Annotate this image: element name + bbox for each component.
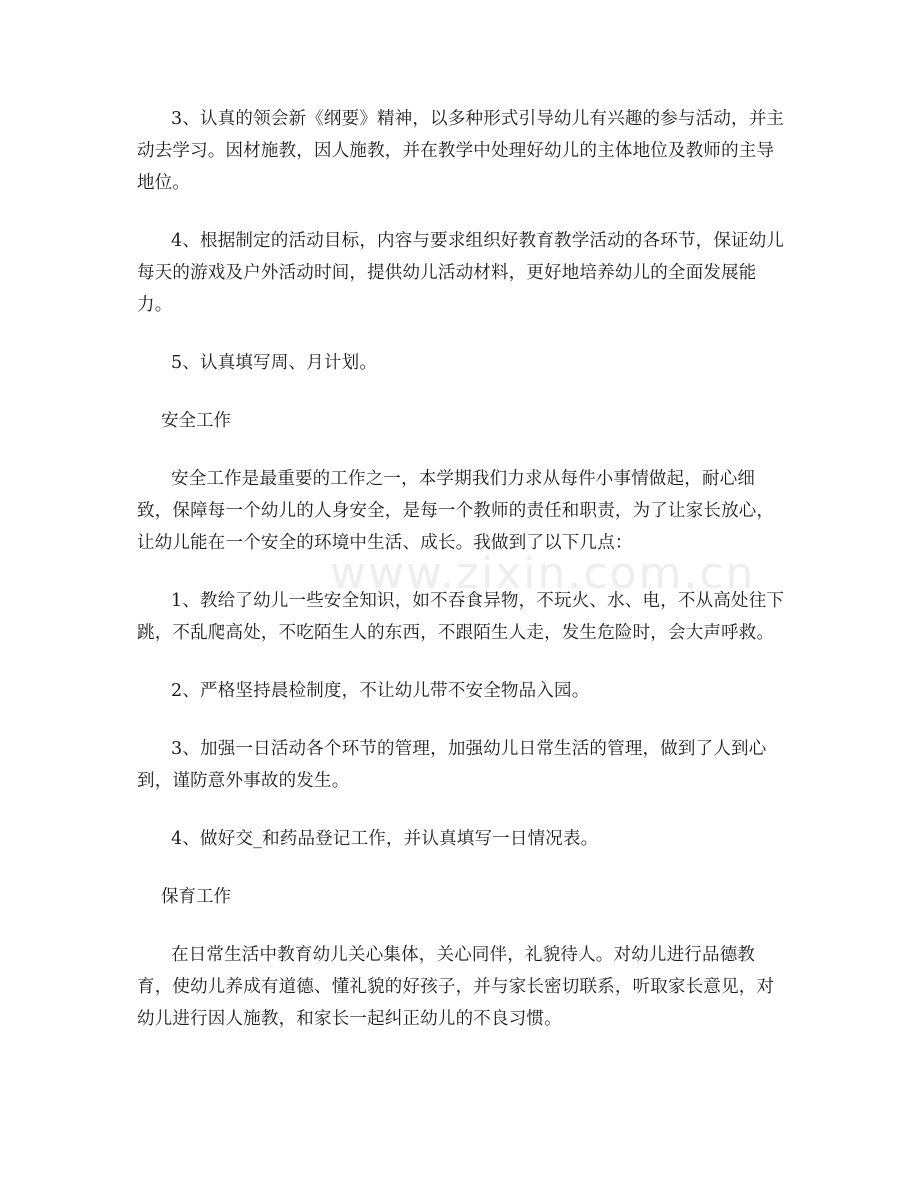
paragraph-safety-intro: 安全工作是最重要的工作之一，本学期我们力求从每件小事情做起，耐心细致，保障每一个幼儿的人身安全，是每一个教师的责任和职责，为了让家长放心，让幼儿能在一个安全的环境中生活、成长。我做到了以下几点： (137, 469, 775, 553)
paragraph-care-intro: 在日常生活中教育幼儿关心集体，关心同伴，礼貌待人。对幼儿进行品德教育，使幼儿养成有道德、懂礼貌的好孩子，并与家长密切联系，听取家长意见，对幼儿进行因人施教，和家长一起纠正幼儿的不良习惯。 (137, 945, 775, 1029)
paragraph-safety-1: 1、教给了幼儿一些安全知识，如不吞食异物，不玩火、水、电，不从高处往下跳，不乱爬高处，不吃陌生人的东西，不跟陌生人走，发生危险时，会大声呼救。 (137, 591, 785, 643)
watermark: www.zixin.com.cn (330, 548, 756, 599)
document-body (137, 103, 785, 1061)
paragraph-item-4: 4、根据制定的活动目标，内容与要求组织好教育教学活动的各环节，保证幼儿每天的游戏及户外活动时间，提供幼儿活动材料，更好地培养幼儿的全面发展能力。 (137, 231, 785, 315)
paragraph-safety-3: 3、加强一日活动各个环节的管理，加强幼儿日常生活的管理，做到了人到心到，谨防意外事故的发生。 (137, 739, 767, 791)
paragraph-safety-2: 2、严格坚持晨检制度，不让幼儿带不安全物品入园。 (171, 681, 590, 701)
paragraph-item-5: 5、认真填写周、月计划。 (171, 353, 378, 373)
paragraph-safety-4: 4、做好交_和药品登记工作，并认真填写一日情况表。 (171, 829, 599, 849)
section-heading-safety: 安全工作 (161, 411, 231, 431)
section-heading-care: 保育工作 (161, 887, 231, 907)
paragraph-item-3: 3、认真的领会新《纲要》精神，以多种形式引导幼儿有兴趣的参与活动，并主动去学习。因材施教，因人施教，并在教学中处理好幼儿的主体地位及教师的主导地位。 (137, 109, 785, 193)
